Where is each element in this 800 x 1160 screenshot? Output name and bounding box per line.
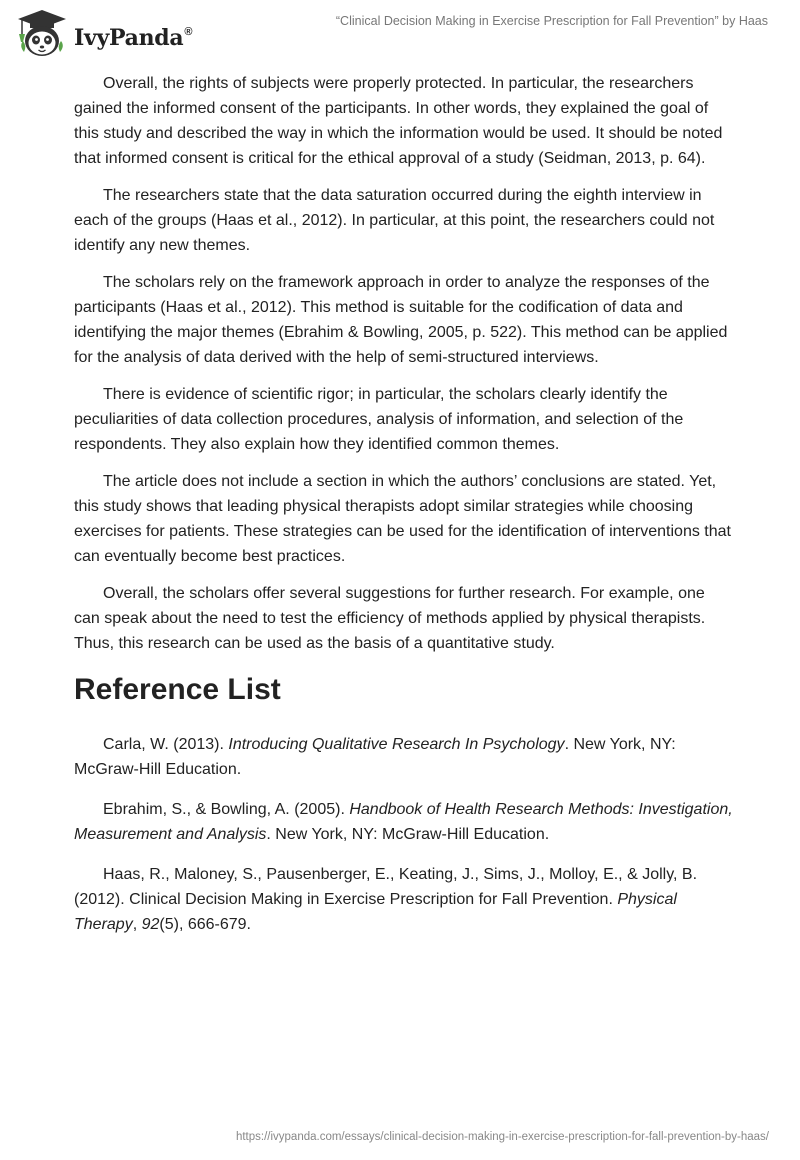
reference-text: ,: [132, 916, 142, 933]
reference-text: (5), 666-679.: [159, 916, 251, 933]
paragraph: Overall, the rights of subjects were properly protected. In particular, the researchers gained the informed consent of the participants. In other words, they explained the goal of this study and described the way in which the information would be used. It should be noted that informed consent is critical for the ethical approval of a study (Seidman, 2013, p. 64).: [74, 75, 723, 167]
reference-title: Handbook of Health Research Methods: Investigation, Measurement and Analysis: [74, 801, 733, 843]
reference-text: Ebrahim, S., & Bowling, A. (2005).: [103, 801, 350, 818]
paragraph: The researchers state that the data saturation occurred during the eighth interview in each of the groups (Haas et al., 2012). In particular, at this point, the researchers could not identify any new themes.: [74, 187, 715, 254]
reference-title: Introducing Qualitative Research In Psychology: [228, 736, 565, 753]
document-title: “Clinical Decision Making in Exercise Prescription for Fall Prevention” by Haas: [335, 14, 768, 28]
reference-volume: 92: [141, 916, 160, 933]
reference-list-heading: Reference List: [74, 673, 281, 706]
paragraph: The scholars rely on the framework approach in order to analyze the responses of the participants (Haas et al., 2012). This method is suitable for the codification of data and identifying the major themes (Ebrahim & Bowling, 2005, p. 522). This method can be applied for the analysis of data derived with the help of semi-structured interviews.: [74, 274, 728, 366]
logo-wordmark: IvyPanda: [74, 25, 184, 51]
paragraph: Overall, the scholars offer several suggestions for further research. For example, one can speak about the need to test the efficiency of methods applied by physical therapists. Thus, this research can be used as the basis of a quantitative study.: [74, 585, 706, 652]
reference-item: [74, 862, 734, 937]
paragraph: The article does not include a section in which the authors’ conclusions are stated. Yet, this study shows that leading physical therapists adopt similar strategies while choosing exercises for patients. These strategies can be used for the identification of interventions that can eventually become best practices.: [74, 473, 731, 565]
ivypanda-logo[interactable]: [14, 8, 192, 60]
reference-text: Haas, R., Maloney, S., Pausenberger, E., Keating, J., Sims, J., Molloy, E., & Jolly, B. (2012). Clinical Decision Making in Exercise Prescription for Fall Prevention.: [74, 866, 698, 908]
logo-text: [74, 25, 192, 51]
page-header: [0, 0, 800, 70]
reference-text: . New York, NY: McGraw-Hill Education.: [266, 826, 550, 843]
essay-content: [74, 71, 734, 952]
registered-mark: ®: [184, 26, 193, 38]
reference-item: [74, 732, 734, 782]
source-url-link[interactable]: https://ivypanda.com/essays/clinical-decision-making-in-exercise-prescription-for-fall-prevention-by-haas/: [235, 1131, 769, 1143]
reference-text: Carla, W. (2013).: [103, 736, 229, 753]
paragraph: There is evidence of scientific rigor; in particular, the scholars clearly identify the peculiarities of data collection procedures, analysis of information, and selection of the respondents. They also explain how they identified common themes.: [74, 386, 684, 453]
reference-item: [74, 797, 734, 847]
reference-journal: Physical Therapy: [74, 891, 677, 933]
panda-graduate-icon: [14, 8, 70, 60]
reference-text: . New York, NY: McGraw-Hill Education.: [74, 736, 676, 778]
